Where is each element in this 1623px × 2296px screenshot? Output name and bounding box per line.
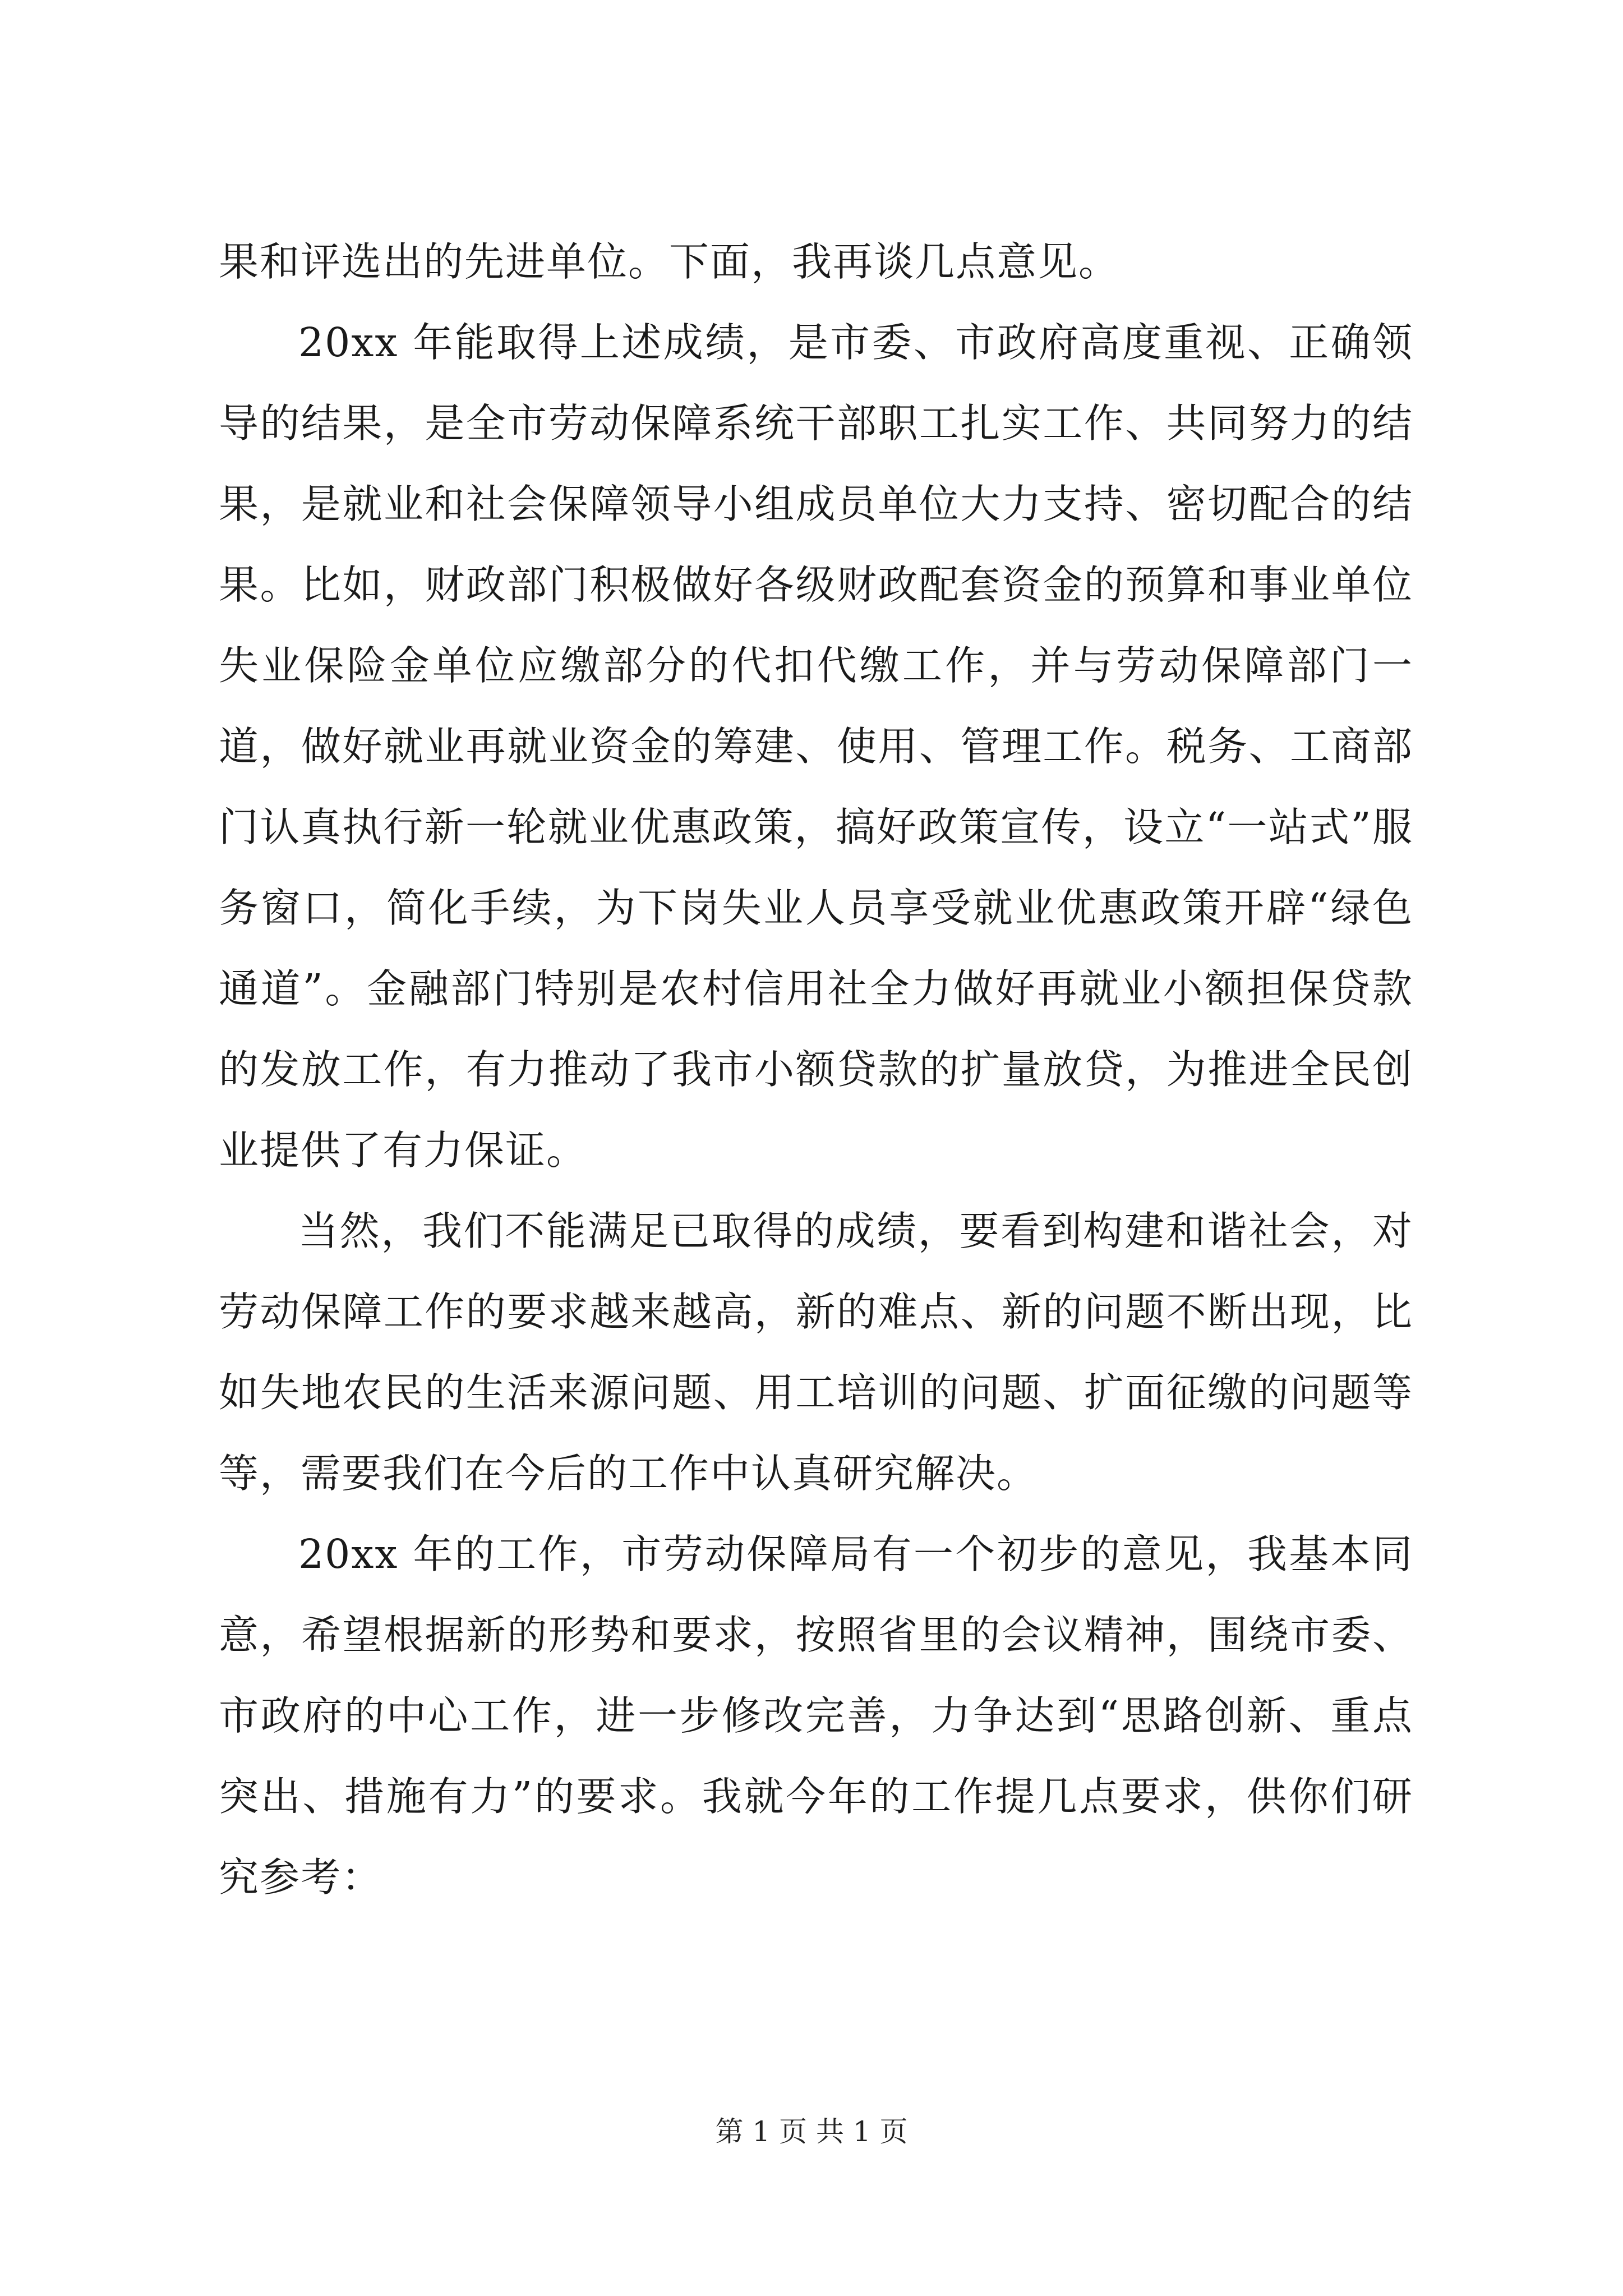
paragraph-3: 当然，我们不能满足已取得的成绩，要看到构建和谐社会，对劳动保障工作的要求越来越高，新的难点、新的问题不断出现，比如失地农民的生活来源问题、用工培训的问题、扩面征缴的问题等等，需要我们在今后的工作中认真研究解决。 — [219, 1208, 1413, 1497]
page-footer: 第 1 页 共 1 页 — [715, 2115, 908, 2148]
paragraph-4: 20xx 年的工作，市劳动保障局有一个初步的意见，我基本同意，希望根据新的形势和要求，按照省里的会议精神，围绕市委、市政府的中心工作，进一步修改完善，力争达到“思路创新、重点突出、措施有力”的要求。我就今年的工作提几点要求，供你们研究参考： — [219, 1531, 1413, 1901]
paragraph-2: 20xx 年能取得上述成绩，是市委、市政府高度重视、正确领导的结果，是全市劳动保障系统干部职工扎实工作、共同努力的结果，是就业和社会保障领导小组成员单位大力支持、密切配合的结果。比如，财政部门积极做好各级财政配套资金的预算和事业单位失业保险金单位应缴部分的代扣代缴工作，并与劳动保障部门一道，做好就业再就业资金的筹建、使用、管理工作。税务、工商部门认真执行新一轮就业优惠政策，搞好政策宣传，设立“一站式”服务窗口，简化手续，为下岗失业人员享受就业优惠政策开辟“绿色通道”。金融部门特别是农村信用社全力做好再就业小额担保贷款的发放工作，有力推动了我市小额贷款的扩量放贷，为推进全民创业提供了有力保证。 — [219, 319, 1413, 1174]
document-body — [219, 222, 1413, 1918]
paragraph-1: 果和评选出的先进单位。下面，我再谈几点意见。 — [219, 238, 1120, 285]
